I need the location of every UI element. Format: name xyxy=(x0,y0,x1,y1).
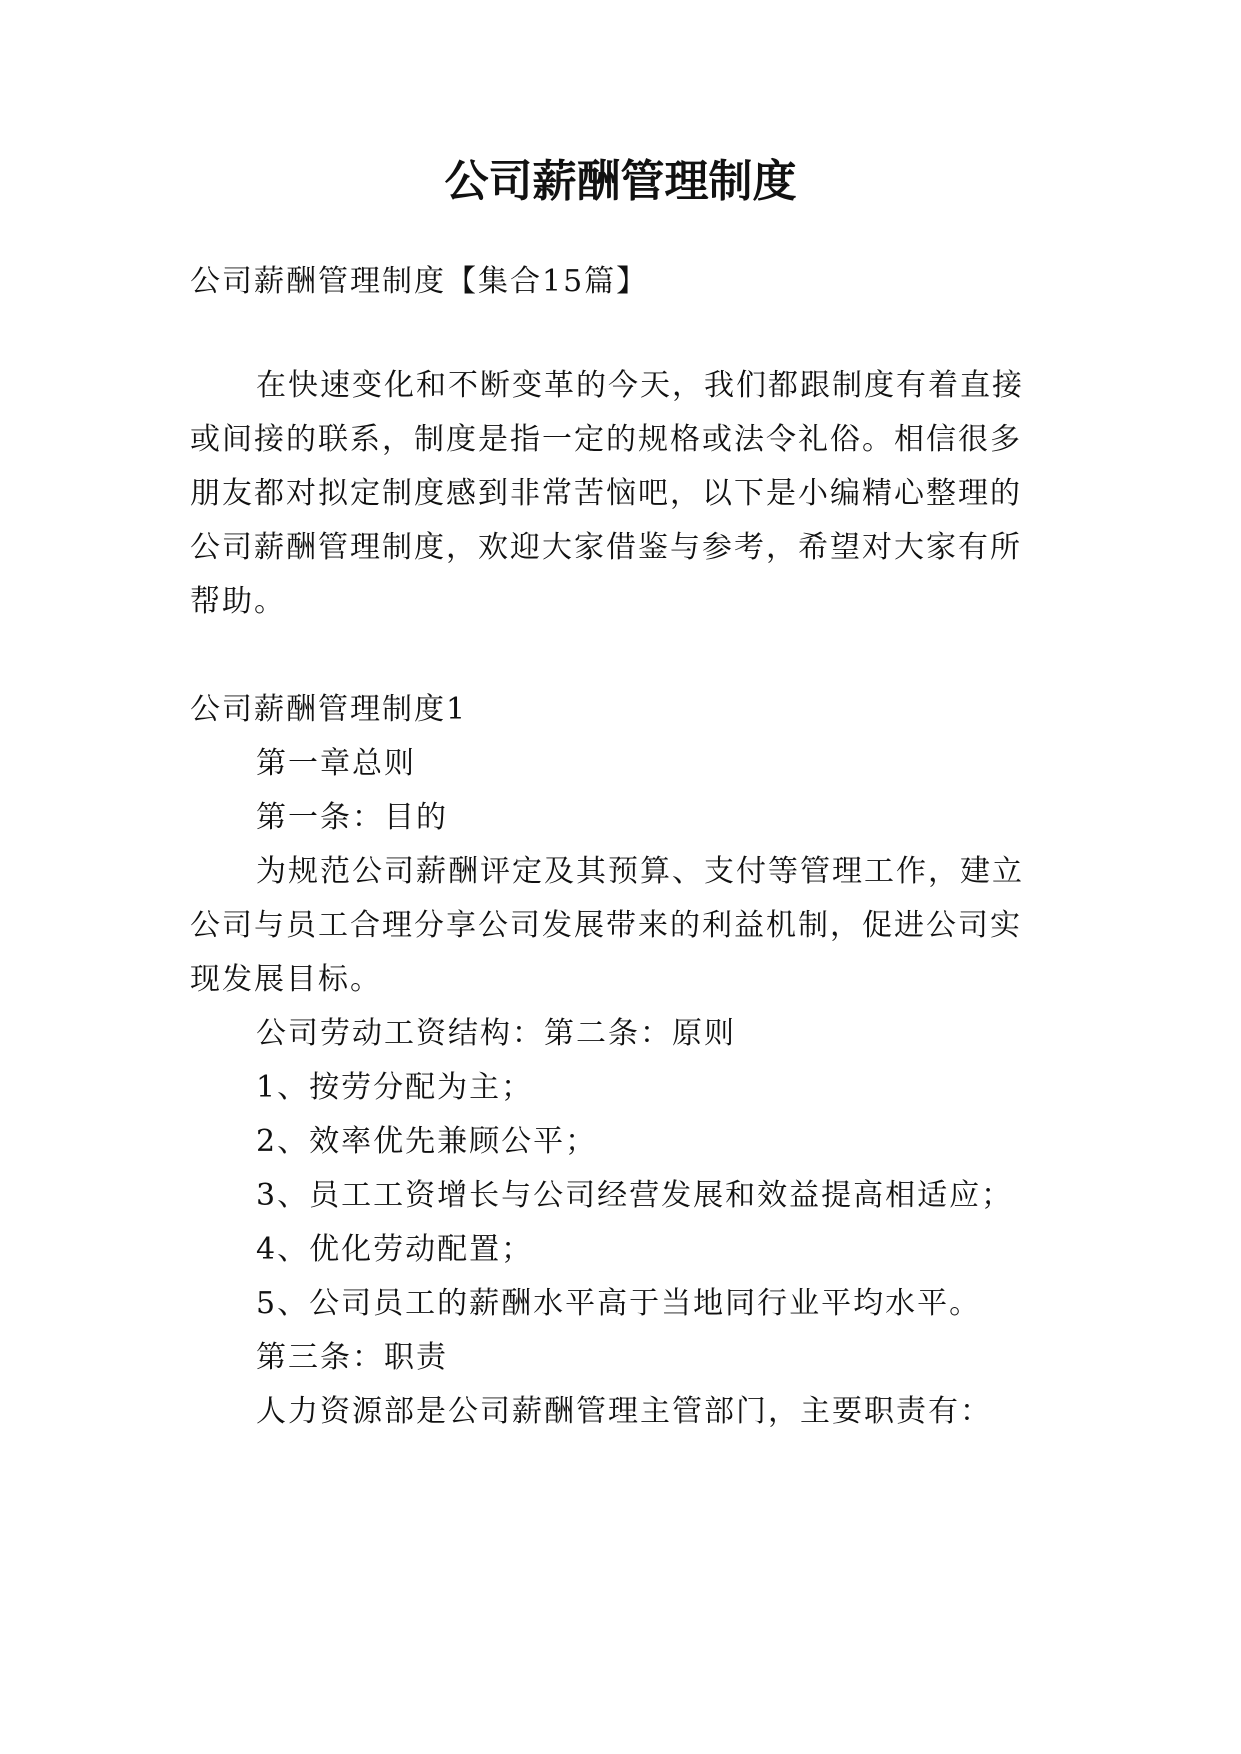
principle-item: 1、按劳分配为主； xyxy=(256,1070,534,1105)
subtitle: 公司薪酬管理制度【集合15篇】 xyxy=(190,264,649,299)
duties-line: 人力资源部是公司薪酬管理主管部门，主要职责有： xyxy=(256,1394,992,1429)
section-title: 公司薪酬管理制度1 xyxy=(190,692,468,727)
article-3-heading: 第三条：职责 xyxy=(256,1340,448,1375)
purpose-line-2: 公司与员工合理分享公司发展带来的利益机制，促进公司实 xyxy=(190,908,1022,943)
principle-item: 2、效率优先兼顾公平； xyxy=(256,1124,598,1159)
article-1-heading: 第一条：目的 xyxy=(256,800,448,835)
intro-line-3: 朋友都对拟定制度感到非常苦恼吧，以下是小编精心整理的 xyxy=(190,476,1022,511)
principle-item: 4、优化劳动配置； xyxy=(256,1232,534,1267)
intro-line-1: 在快速变化和不断变革的今天，我们都跟制度有着直接 xyxy=(256,368,1024,403)
purpose-line-3: 现发展目标。 xyxy=(190,962,382,997)
principle-item: 3、员工工资增长与公司经营发展和效益提高相适应； xyxy=(256,1178,1014,1213)
article-2-heading: 公司劳动工资结构：第二条：原则 xyxy=(256,1016,736,1051)
intro-line-2: 或间接的联系，制度是指一定的规格或法令礼俗。相信很多 xyxy=(190,422,1022,457)
chapter-heading: 第一章总则 xyxy=(256,746,416,781)
intro-line-4: 公司薪酬管理制度，欢迎大家借鉴与参考，希望对大家有所 xyxy=(190,530,1022,565)
intro-line-5: 帮助。 xyxy=(190,584,286,619)
purpose-line-1: 为规范公司薪酬评定及其预算、支付等管理工作，建立 xyxy=(256,854,1024,889)
principle-item: 5、公司员工的薪酬水平高于当地同行业平均水平。 xyxy=(256,1286,982,1321)
document-title: 公司薪酬管理制度 xyxy=(444,156,797,207)
